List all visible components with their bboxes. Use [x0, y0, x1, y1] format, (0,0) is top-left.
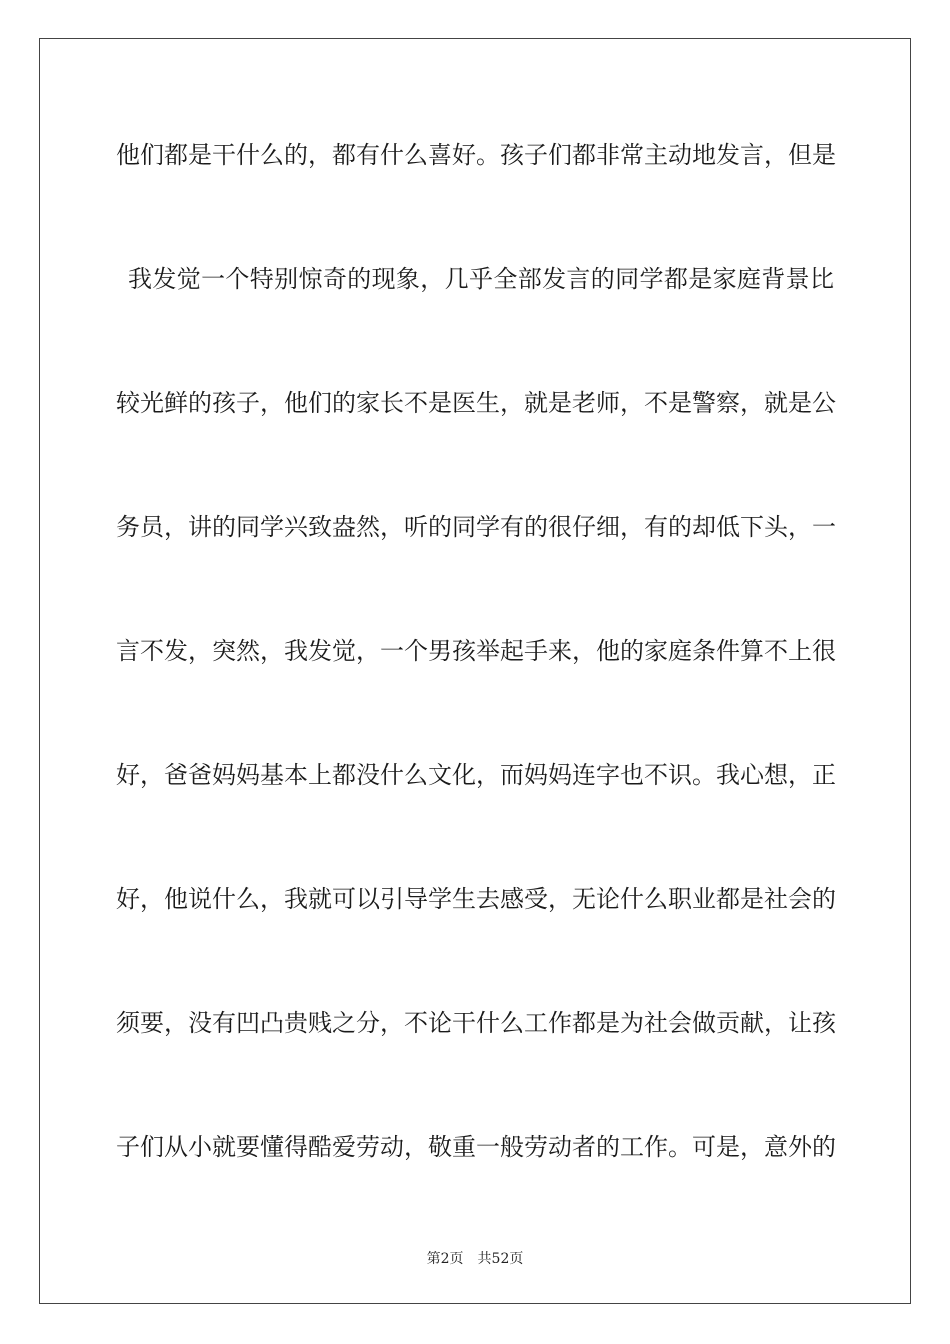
- text-line-3: 较光鲜的孩子，他们的家长不是医生，就是老师，不是警察，就是公: [116, 389, 836, 417]
- text-line-5: 言不发，突然，我发觉，一个男孩举起手来，他的家庭条件算不上很: [116, 637, 836, 665]
- text-line-4: 务员，讲的同学兴致盎然，听的同学有的很仔细，有的却低下头，一: [116, 513, 836, 541]
- text-line-9: 子们从小就要懂得酷爱劳动，敬重一般劳动者的工作。可是，意外的: [116, 1133, 836, 1161]
- text-line-2: 我发觉一个特别惊奇的现象，几乎全部发言的同学都是家庭背景比: [128, 265, 834, 293]
- page-footer: [0, 1248, 950, 1268]
- text-line-8: 须要，没有凹凸贵贱之分，不论干什么工作都是为社会做贡献，让孩: [116, 1009, 836, 1037]
- page-number: 第2页: [426, 1251, 464, 1267]
- text-line-1: 他们都是干什么的，都有什么喜好。孩子们都非常主动地发言，但是: [116, 141, 836, 169]
- total-pages: 共52页: [477, 1251, 524, 1267]
- text-line-7: 好，他说什么，我就可以引导学生去感受，无论什么职业都是社会的: [116, 885, 836, 913]
- document-body: [116, 124, 834, 1240]
- text-line-6: 好，爸爸妈妈基本上都没什么文化，而妈妈连字也不识。我心想，正: [116, 761, 836, 789]
